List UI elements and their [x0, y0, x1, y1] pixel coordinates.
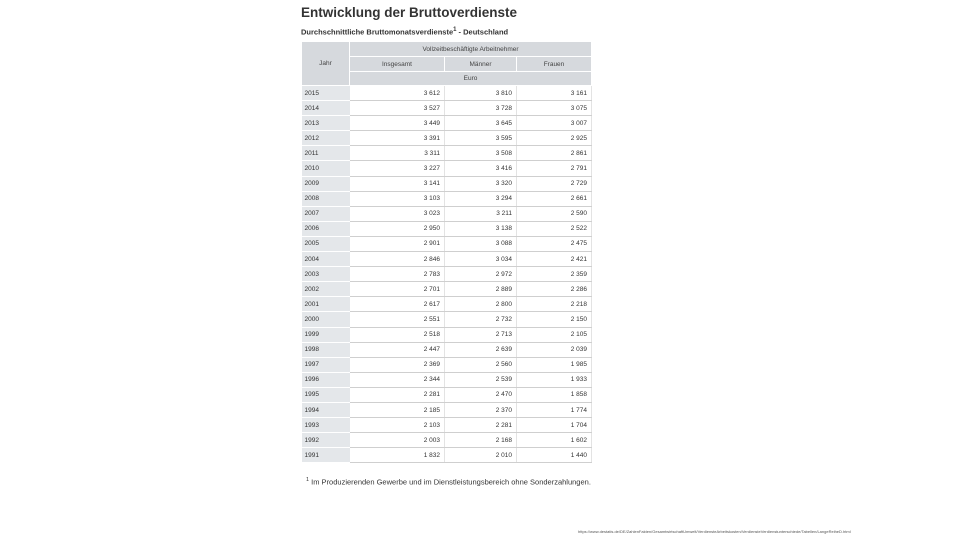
earnings-table — [301, 41, 592, 463]
value-cell-insgesamt: 2 185 — [350, 402, 445, 417]
value-cell-maenner: 2 560 — [445, 357, 517, 372]
value-cell-frauen: 2 925 — [517, 131, 592, 146]
value-cell-maenner: 2 732 — [445, 312, 517, 327]
value-cell-insgesamt: 2 950 — [350, 221, 445, 236]
value-cell-frauen: 2 475 — [517, 236, 592, 251]
footnote-marker: 1 — [306, 477, 310, 483]
value-cell-insgesamt: 3 391 — [350, 131, 445, 146]
subtitle-text: Durchschnittliche Bruttomonatsverdienste — [301, 27, 454, 37]
value-cell-maenner: 3 645 — [445, 116, 517, 131]
value-cell-frauen: 2 661 — [517, 191, 592, 206]
value-cell-maenner: 3 595 — [445, 131, 517, 146]
year-cell: 1998 — [302, 342, 350, 357]
year-cell: 2003 — [302, 267, 350, 282]
year-cell: 2005 — [302, 236, 350, 251]
year-cell: 2012 — [302, 131, 350, 146]
year-cell: 1993 — [302, 418, 350, 433]
table-row — [302, 176, 592, 191]
source-link[interactable]: https://www.destatis.de/DE/ZahlenFakten/GesamtwirtschaftUmwelt/VerdiensteArbeitskosten/VerdiensteVerdienstunterschiede/Tabellen/LangeReiheD.html — [578, 529, 851, 534]
value-cell-frauen: 1 704 — [517, 418, 592, 433]
value-cell-insgesamt: 2 447 — [350, 342, 445, 357]
table-row — [302, 116, 592, 131]
value-cell-insgesamt: 2 344 — [350, 372, 445, 387]
table-row — [302, 312, 592, 327]
year-cell: 2008 — [302, 191, 350, 206]
subtitle-footnote-marker: 1 — [453, 27, 457, 33]
footnote-text: Im Produzierenden Gewerbe und im Dienstleistungsbereich ohne Sonderzahlungen. — [309, 477, 591, 487]
value-cell-insgesamt: 3 527 — [350, 101, 445, 116]
value-cell-frauen: 1 774 — [517, 402, 592, 417]
year-cell: 1997 — [302, 357, 350, 372]
value-cell-insgesamt: 3 227 — [350, 161, 445, 176]
year-cell: 2006 — [302, 221, 350, 236]
year-cell: 2002 — [302, 282, 350, 297]
value-cell-insgesamt: 3 449 — [350, 116, 445, 131]
table-row — [302, 191, 592, 206]
year-cell: 1992 — [302, 433, 350, 448]
value-cell-frauen: 2 590 — [517, 206, 592, 221]
value-cell-frauen: 2 791 — [517, 161, 592, 176]
value-cell-frauen: 2 286 — [517, 282, 592, 297]
table-row — [302, 297, 592, 312]
group-header: Vollzeitbeschäftigte Arbeitnehmer — [350, 42, 592, 57]
value-cell-frauen: 2 150 — [517, 312, 592, 327]
value-cell-insgesamt: 3 311 — [350, 146, 445, 161]
table-row — [302, 372, 592, 387]
table-row — [302, 101, 592, 116]
value-cell-insgesamt: 2 701 — [350, 282, 445, 297]
value-cell-maenner: 3 294 — [445, 191, 517, 206]
value-cell-insgesamt: 3 103 — [350, 191, 445, 206]
column-header-frauen: Frauen — [517, 57, 592, 72]
value-cell-insgesamt: 2 103 — [350, 418, 445, 433]
value-cell-maenner: 2 889 — [445, 282, 517, 297]
value-cell-maenner: 2 470 — [445, 387, 517, 402]
value-cell-insgesamt: 2 783 — [350, 267, 445, 282]
year-cell: 2009 — [302, 176, 350, 191]
year-cell: 2010 — [302, 161, 350, 176]
year-cell: 1991 — [302, 448, 350, 463]
value-cell-frauen: 2 421 — [517, 252, 592, 267]
value-cell-frauen: 2 522 — [517, 221, 592, 236]
page-title: Entwicklung der Bruttoverdienste — [301, 5, 518, 20]
year-cell: 2001 — [302, 297, 350, 312]
value-cell-insgesamt: 3 612 — [350, 86, 445, 101]
table-row — [302, 252, 592, 267]
table-row — [302, 206, 592, 221]
value-cell-maenner: 2 800 — [445, 297, 517, 312]
value-cell-maenner: 3 211 — [445, 206, 517, 221]
table-row — [302, 86, 592, 101]
table-row — [302, 267, 592, 282]
table-row — [302, 282, 592, 297]
subtitle-suffix: - Deutschland — [456, 27, 509, 37]
year-cell: 2004 — [302, 252, 350, 267]
value-cell-insgesamt: 2 901 — [350, 236, 445, 251]
table-row — [302, 387, 592, 402]
value-cell-frauen: 1 858 — [517, 387, 592, 402]
value-cell-maenner: 2 010 — [445, 448, 517, 463]
table-row — [302, 402, 592, 417]
year-cell: 1994 — [302, 402, 350, 417]
value-cell-maenner: 3 508 — [445, 146, 517, 161]
table-row — [302, 131, 592, 146]
value-cell-frauen: 1 933 — [517, 372, 592, 387]
value-cell-maenner: 2 639 — [445, 342, 517, 357]
year-cell: 2011 — [302, 146, 350, 161]
value-cell-maenner: 2 168 — [445, 433, 517, 448]
value-cell-maenner: 2 539 — [445, 372, 517, 387]
table-row — [302, 433, 592, 448]
value-cell-maenner: 3 320 — [445, 176, 517, 191]
value-cell-maenner: 3 138 — [445, 221, 517, 236]
value-cell-insgesamt: 3 023 — [350, 206, 445, 221]
value-cell-frauen: 2 861 — [517, 146, 592, 161]
value-cell-frauen: 1 440 — [517, 448, 592, 463]
value-cell-insgesamt: 2 617 — [350, 297, 445, 312]
value-cell-maenner: 3 810 — [445, 86, 517, 101]
value-cell-frauen: 3 161 — [517, 86, 592, 101]
year-cell: 2013 — [302, 116, 350, 131]
table-body — [302, 86, 592, 463]
value-cell-maenner: 2 281 — [445, 418, 517, 433]
value-cell-maenner: 3 416 — [445, 161, 517, 176]
value-cell-frauen: 2 105 — [517, 327, 592, 342]
value-cell-frauen: 2 729 — [517, 176, 592, 191]
table-row — [302, 221, 592, 236]
value-cell-insgesamt: 2 551 — [350, 312, 445, 327]
table-row — [302, 448, 592, 463]
value-cell-frauen: 2 039 — [517, 342, 592, 357]
table-row — [302, 342, 592, 357]
year-cell: 1996 — [302, 372, 350, 387]
value-cell-insgesamt: 2 003 — [350, 433, 445, 448]
value-cell-maenner: 3 088 — [445, 236, 517, 251]
table-row — [302, 236, 592, 251]
year-cell: 1995 — [302, 387, 350, 402]
value-cell-frauen: 1 985 — [517, 357, 592, 372]
table-subtitle — [301, 27, 508, 37]
table-row — [302, 161, 592, 176]
year-cell: 2000 — [302, 312, 350, 327]
year-cell: 1999 — [302, 327, 350, 342]
unit-header: Euro — [350, 72, 592, 86]
table-row — [302, 357, 592, 372]
value-cell-frauen: 2 218 — [517, 297, 592, 312]
table-row — [302, 327, 592, 342]
column-header-insgesamt: Insgesamt — [350, 57, 445, 72]
column-header-maenner: Männer — [445, 57, 517, 72]
footnote — [306, 477, 591, 487]
year-cell: 2014 — [302, 101, 350, 116]
value-cell-frauen: 3 075 — [517, 101, 592, 116]
value-cell-frauen: 2 359 — [517, 267, 592, 282]
value-cell-insgesamt: 2 518 — [350, 327, 445, 342]
value-cell-insgesamt: 2 846 — [350, 252, 445, 267]
value-cell-maenner: 2 713 — [445, 327, 517, 342]
value-cell-maenner: 2 370 — [445, 402, 517, 417]
value-cell-frauen: 1 602 — [517, 433, 592, 448]
value-cell-insgesamt: 1 832 — [350, 448, 445, 463]
value-cell-frauen: 3 007 — [517, 116, 592, 131]
value-cell-insgesamt: 3 141 — [350, 176, 445, 191]
year-cell: 2015 — [302, 86, 350, 101]
value-cell-maenner: 3 034 — [445, 252, 517, 267]
value-cell-insgesamt: 2 369 — [350, 357, 445, 372]
table-row — [302, 418, 592, 433]
value-cell-maenner: 2 972 — [445, 267, 517, 282]
year-column-header: Jahr — [302, 42, 350, 86]
value-cell-insgesamt: 2 281 — [350, 387, 445, 402]
table-row — [302, 146, 592, 161]
year-cell: 2007 — [302, 206, 350, 221]
value-cell-maenner: 3 728 — [445, 101, 517, 116]
